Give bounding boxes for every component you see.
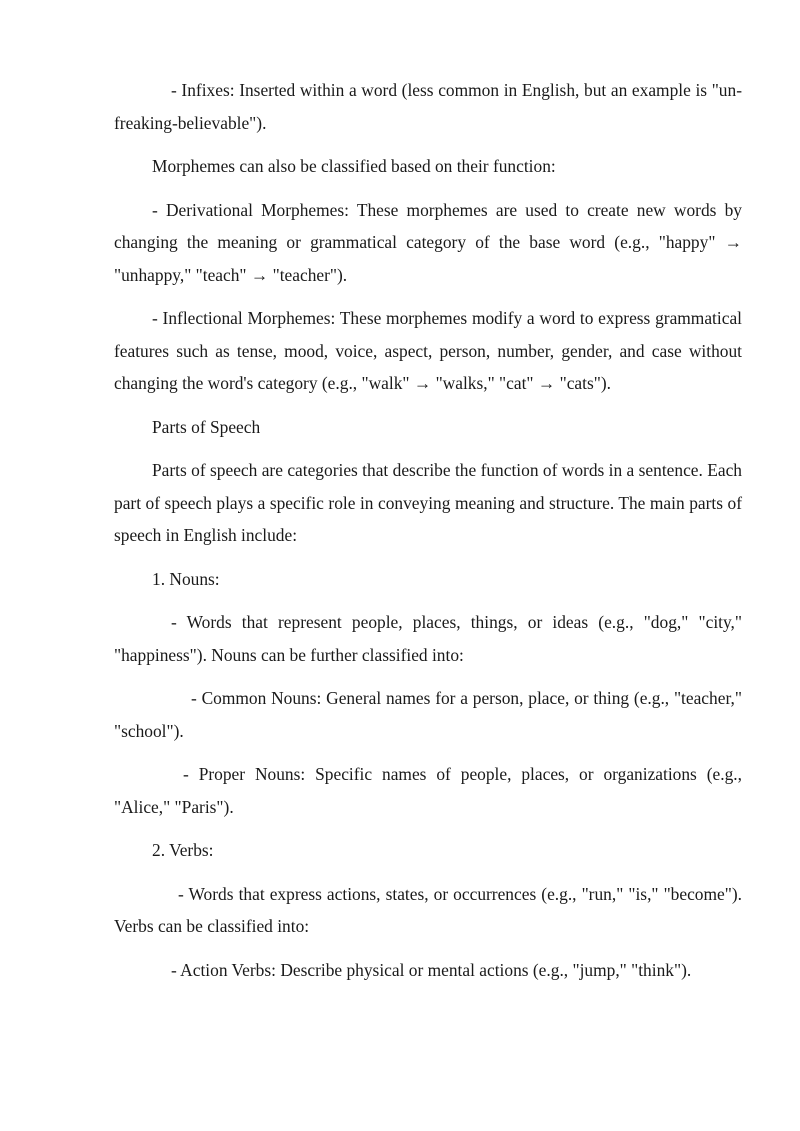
section-heading-parts-of-speech: Parts of Speech xyxy=(152,416,261,437)
paragraph-derivational: - Derivational Morphemes: These morphemes are used to create new words by changing the meaning or grammatical category of the base word (e.g., "happy" → "unhappy," "teach" → "teacher"). xyxy=(114,199,742,285)
paragraph-parts-intro: Parts of speech are categories that describe the function of words in a sentence. Each part of speech plays a specific role in conveying meaning and structure. The main parts of speech in English include: xyxy=(114,460,742,545)
paragraph-common-nouns: - Common Nouns: General names for a person, place, or thing (e.g., "teacher," "school"). xyxy=(114,688,742,741)
paragraph-function-intro: Morphemes can also be classified based on their function: xyxy=(152,156,556,176)
list-item-verbs: 2. Verbs: xyxy=(152,840,214,860)
paragraph-verbs-definition: - Words that express actions, states, or occurrences (e.g., "run," "is," "become"). Verbs can be classified into: xyxy=(114,883,742,936)
paragraph-infixes: - Infixes: Inserted within a word (less common in English, but an example is "un-freaking-believable"). xyxy=(114,80,742,133)
paragraph-nouns-definition: - Words that represent people, places, things, or ideas (e.g., "dog," "city," "happiness"). Nouns can be further classified into: xyxy=(114,612,742,665)
paragraph-proper-nouns: - Proper Nouns: Specific names of people, places, or organizations (e.g., "Alice," "Paris"). xyxy=(114,764,742,817)
paragraph-action-verbs: - Action Verbs: Describe physical or mental actions (e.g., "jump," "think"). xyxy=(171,959,692,980)
document-body xyxy=(114,74,742,997)
list-item-nouns: 1. Nouns: xyxy=(152,568,220,589)
paragraph-inflectional: - Inflectional Morphemes: These morphemes modify a word to express grammatical features such as tense, mood, voice, aspect, person, number, gender, and case without changing the word's category (e.g., "walk" → "walks," "cat" → "cats"). xyxy=(114,308,742,393)
